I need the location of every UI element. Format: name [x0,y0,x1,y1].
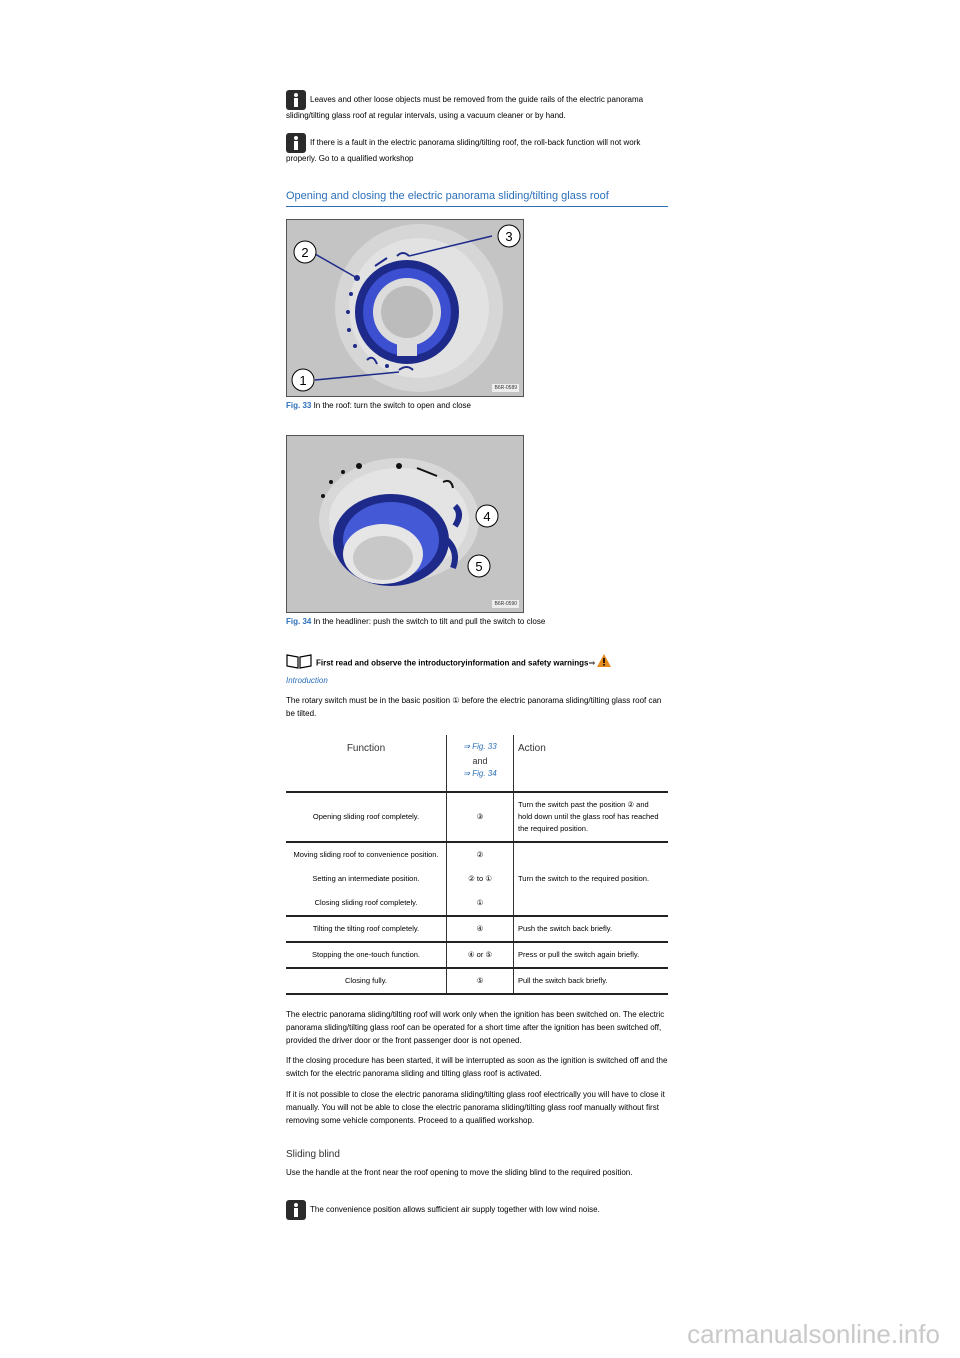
cell-ref: ④ or ⑤ [447,942,514,968]
cell-function: Moving sliding roof to convenience position. [286,842,447,867]
table-row [286,968,668,994]
cell-function: Setting an intermediate position. [312,873,420,883]
info-note-convenience [286,1200,668,1220]
header-and: and [472,755,488,766]
cell-function: Closing fully. [286,968,447,994]
function-table [286,735,668,995]
book-icon [286,653,312,674]
cell-ref: ④ [447,916,514,942]
intro-text: First read and observe the introductoryinformation and safety warnings [316,658,589,668]
callout-3: 3 [505,229,513,245]
table-header-row [286,735,668,792]
figure-34-caption [286,616,668,629]
figure-33-image [286,219,524,397]
arrow-glyph: ⇒ [588,658,596,668]
cell-action: Press or pull the switch again briefly. [514,942,669,968]
note-text: If there is a fault in the electric panorama sliding/tilting roof, the roll-back function will not work properly. Go to a qualified workshop [286,137,641,163]
header-ref [447,735,514,792]
fig33-link[interactable]: ⇒ Fig. 33 [463,741,497,751]
table-row [286,942,668,968]
manual-close-paragraph: If it is not possible to close the electric panorama sliding/tilting glass roof electrically you will have to close it manually. You will not be able to close the electric panorama sliding/tilting glass roof manually without first removing some vehicle components. Proceed to a qualified workshop. [286,1089,665,1125]
info-note-guide-rails [286,90,668,123]
info-icon [286,90,306,110]
info-note-fault [286,133,668,166]
figure-33-caption [286,400,668,413]
fig34-link[interactable]: ⇒ Fig. 34 [463,769,497,779]
introduction-link[interactable]: Introduction [286,675,328,685]
info-icon [286,133,306,153]
cell-ref: ① [447,891,514,916]
cell-action: Turn the switch past the position ② and hold down until the glass roof has reached the required position. [514,792,669,842]
note-text: Leaves and other loose objects must be removed from the guide rails of the electric panorama sliding/tilting glass roof at regular intervals, using a vacuum cleaner or by hand. [286,95,644,120]
cell-action: Pull the switch back briefly. [514,968,669,994]
rotary-switch-paragraph: The rotary switch must be in the basic position ① before the electric panorama sliding/tilting glass roof can be tilted. [286,696,662,719]
info-icon [286,1200,306,1220]
cell-ref: ② to ① [447,867,514,891]
cell-function: Tilting the tilting roof completely. [286,916,447,942]
callout-4: 4 [483,508,491,524]
figure-code: B6R-0589 [494,385,517,392]
figure-34-image [286,435,524,613]
header-action: Action [514,735,669,792]
table-row [286,916,668,942]
figure-label: Fig. 33 [286,401,312,411]
figure-code: B6R-0590 [494,600,517,607]
ignition-paragraph: The electric panorama sliding/tilting roof will work only when the ignition has been switched on. The electric panorama sliding/tilting glass roof can be operated for a short time after the ignition has been switched off, provided the driver door or the front passenger door is not opened. [286,1009,665,1045]
header-function: Function [346,742,386,754]
callout-5: 5 [475,558,483,574]
table-row [286,792,668,842]
cell-ref: ② [447,842,514,867]
cell-ref: ⑤ [447,968,514,994]
warning-icon [597,654,611,672]
caption-text: In the roof: turn the switch to open and close [313,401,472,411]
footer-watermark: carmanualsonline.info [687,1319,940,1349]
cell-ref: ③ [447,792,514,842]
section-heading: Opening and closing the electric panorama sliding/tilting glass roof [286,188,668,208]
sliding-blind-text: Use the handle at the front near the roof opening to move the sliding blind to the required position. [286,1168,633,1178]
callout-2: 2 [301,245,309,261]
table-row [286,842,668,867]
manual-page [286,90,668,1230]
closing-interrupt-paragraph: If the closing procedure has been started, it will be interrupted as soon as the ignition is switched off and the switch for the electric panorama sliding and tilting glass roof is activated. [286,1056,668,1079]
intro-notice [286,653,668,688]
callout-1: 1 [299,373,307,389]
note-text: The convenience position allows sufficient air supply together with low wind noise. [310,1205,600,1215]
figure-label: Fig. 34 [286,616,312,626]
cell-function: Closing sliding roof completely. [314,897,418,907]
cell-action: Push the switch back briefly. [514,916,669,942]
caption-text: In the headliner: push the switch to tilt and pull the switch to close [313,616,546,626]
cell-function: Opening sliding roof completely. [286,792,447,842]
cell-action: Turn the switch to the required position. [514,842,669,916]
cell-function: Stopping the one-touch function. [286,942,447,968]
sliding-blind-title: Sliding blind [286,1149,340,1161]
